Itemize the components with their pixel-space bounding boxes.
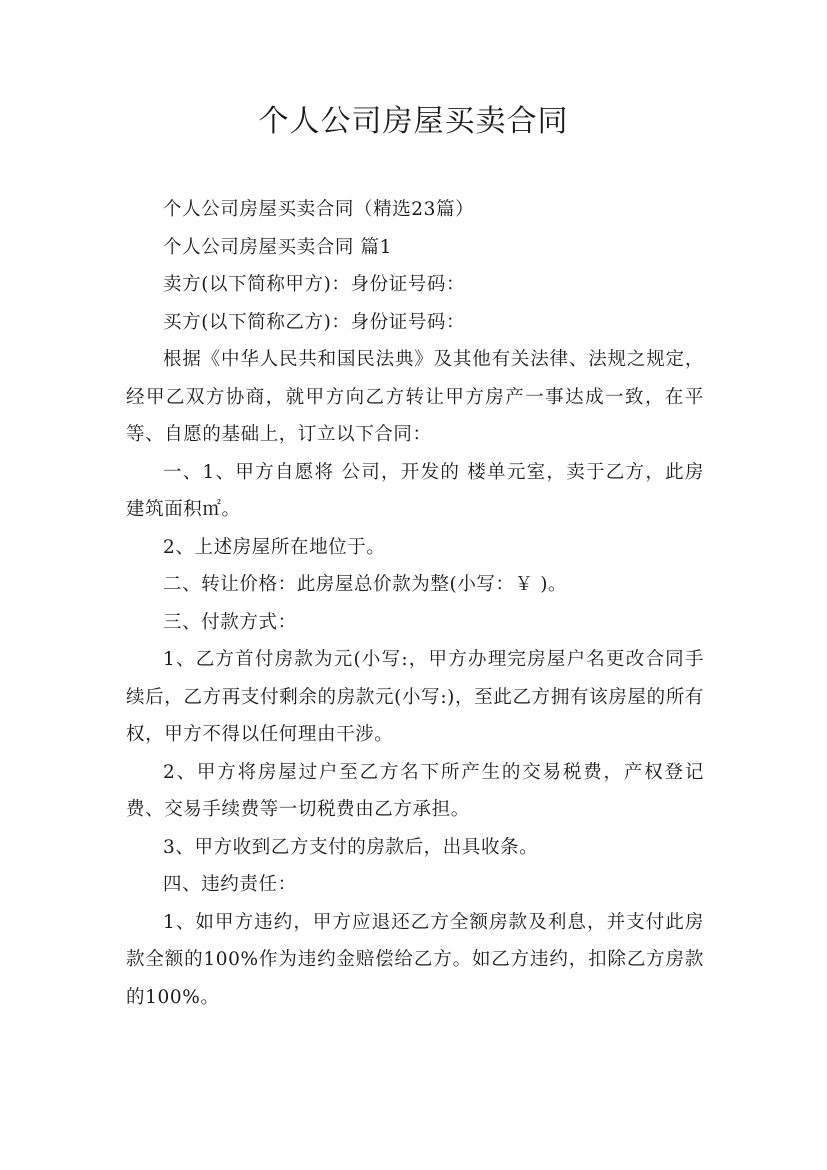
paragraph: 二、转让价格：此房屋总价款为整(小写：￥ )。: [163, 574, 568, 595]
paragraph: 四、违约责任：: [163, 874, 297, 895]
paragraph: 买方(以下简称乙方)：身份证号码：: [163, 311, 466, 333]
paragraph: 个人公司房屋买卖合同 篇1: [163, 236, 392, 258]
paragraph: 1、乙方首付房款为元(小写:，甲方办理完房屋户名更改合同手续后，乙方再支付剩余的房款元(小写:)，至此乙方拥有该房屋的所有权，甲方不得以任何理由干涉。: [126, 649, 704, 745]
paragraph: 1、如甲方违约，甲方应退还乙方全额房款及利息，并支付此房款全额的100%作为违约金赔偿给乙方。如乙方违约，扣除乙方房款的100%。: [126, 911, 704, 1008]
paragraph: 一、1、甲方自愿将 公司，开发的 楼单元室，卖于乙方，此房建筑面积㎡。: [126, 461, 704, 520]
document-body: [126, 191, 704, 1016]
paragraph: 卖方(以下简称甲方)：身份证号码：: [163, 274, 466, 295]
paragraph: 个人公司房屋买卖合同（精选23篇）: [163, 199, 475, 220]
document-title: 个人公司房屋买卖合同: [258, 104, 569, 139]
paragraph: 根据《中华人民共和国民法典》及其他有关法律、法规之规定，经甲乙双方协商，就甲方向乙方转让甲方房产一事达成一致，在平等、自愿的基础上，订立以下合同：: [126, 349, 704, 445]
paragraph: 2、上述房屋所在地位于。: [163, 536, 386, 558]
paragraph: 三、付款方式：: [163, 611, 297, 633]
paragraph: 3、甲方收到乙方支付的房款后，出具收条。: [163, 836, 539, 858]
paragraph: 2、甲方将房屋过户至乙方名下所产生的交易税费，产权登记费、交易手续费等一切税费由乙方承担。: [126, 761, 704, 820]
